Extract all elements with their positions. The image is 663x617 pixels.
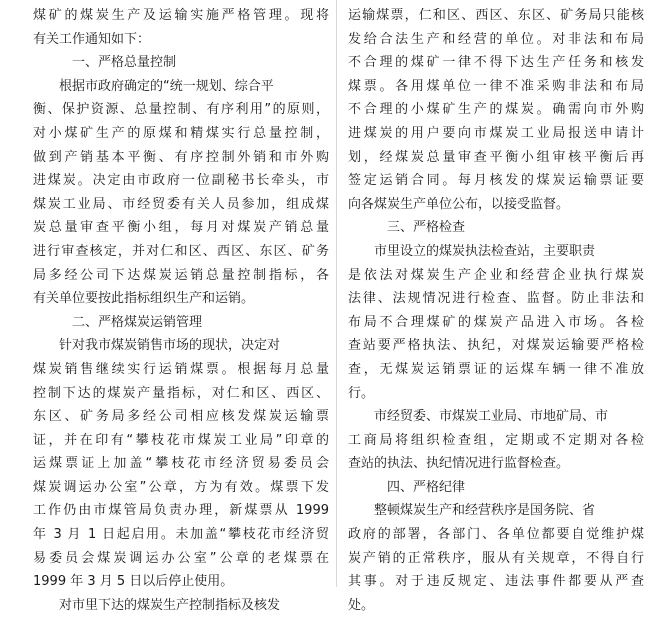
text-line: 运煤票证上加盖“攀枝花市经济贸易委员会 (33, 456, 329, 472)
text-line: 划，经煤炭总量审查平衡小组审核平衡后再 (348, 149, 644, 165)
text-line: 煤炭销售继续实行运销煤票。根据每月总量 (33, 361, 329, 377)
text-line: 进煤炭的用户要向市煤炭工业局报送申请计 (348, 125, 644, 141)
section-heading: 一、严格总量控制 (72, 55, 177, 71)
text-line: 对市里下达的煤炭生产控制指标及核发 (59, 597, 281, 613)
right-text-column (348, 4, 644, 617)
text-line: 签定运销合同。每月核发的煤炭运输票证要 (348, 173, 644, 189)
text-line: 局多经公司下达煤炭运销总量控制指标，各 (33, 267, 329, 283)
text-line: 证，并在印有“攀枝花市煤炭工业局”印章的 (33, 432, 329, 448)
text-line: 向各煤炭生产单位公布，以接受监督。 (348, 196, 570, 212)
text-line: 工商局将组织检查组，定期或不定期对各检 (348, 432, 644, 448)
text-line: 进煤炭。决定由市政府一位副秘书长牵头，市 (33, 173, 329, 189)
text-line: 布局不合理煤矿的煤炭产品进入市场。各检 (348, 314, 644, 330)
text-line: 煤票。各用煤单位一律不准采购非法和布局 (348, 78, 644, 94)
text-line: 炭总量审查平衡小组，每月对煤炭产销总量 (33, 220, 329, 236)
text-line: 工作仍由市煤管局负责办理，新煤票从 1999 (33, 503, 329, 519)
text-line: 市经贸委、市煤炭工业局、市地矿局、市 (374, 409, 609, 425)
text-line: 煤炭调运办公室”公章，方为有效。煤票下发 (33, 479, 329, 495)
left-text-column (33, 4, 329, 617)
section-heading: 二、严格煤炭运销管理 (72, 314, 203, 330)
text-line: 是依法对煤炭生产企业和经营企业执行煤炭 (348, 267, 644, 283)
text-line: 根据市政府确定的“统一规划、综合平 (59, 78, 274, 94)
text-line: 进行审查核定，并对仁和区、西区、东区、矿务 (33, 243, 329, 259)
text-line: 查站要严格执法、执纪，对煤炭运输要严格检 (348, 338, 644, 354)
text-line: 煤炭工业局、市经贸委有关人员参加，组成煤 (33, 196, 329, 212)
section-heading: 三、严格检查 (387, 220, 466, 236)
text-line: 运输煤票，仁和区、西区、东区、矿务局只能核 (348, 8, 644, 23)
text-line: 1999 年 3 月 5 日以后停止使用。 (33, 574, 234, 590)
text-line: 有关单位要按此指标组织生产和运销。 (33, 291, 255, 307)
column-divider (336, 0, 337, 587)
text-line: 对小煤矿生产的原煤和精煤实行总量控制， (33, 125, 329, 141)
text-line: 行。 (348, 385, 375, 401)
text-line: 查站的执法、执纪情况进行监督检查。 (348, 456, 570, 472)
text-line: 查，无煤炭运销票证的运煤车辆一律不准放 (348, 361, 644, 377)
text-line: 政府的部署，各部门、各单位都要自觉维护煤 (348, 527, 644, 543)
text-line: 针对我市煤炭销售市场的现状，决定对 (59, 338, 281, 354)
text-line: 煤矿的煤炭生产及运输实施严格管理。现将 (33, 8, 329, 23)
text-line: 易委员会煤炭调运办公室”公章的老煤票在 (33, 550, 329, 566)
text-line: 衡、保护资源、总量控制、有序利用”的原则， (33, 102, 329, 118)
text-line: 不合理的小煤矿生产的煤炭。确需向市外购 (348, 102, 644, 118)
text-line: 处。 (348, 597, 375, 613)
text-line: 炭产销的正常秩序，服从有关规章，不得自行 (348, 550, 644, 566)
text-line: 不合理的煤矿一律不得下达生产任务和核发 (348, 55, 644, 71)
text-line: 有关工作通知如下： (33, 31, 151, 47)
text-line: 控制下达的煤炭产量指标，对仁和区、西区、 (33, 385, 329, 401)
text-line: 市里设立的煤炭执法检查站，主要职责 (374, 243, 596, 259)
text-line: 其事。对于违反规定、违法事件都要从严查 (348, 574, 644, 590)
text-line: 年 3 月 1 日起启用。未加盖“攀枝花市经济贸 (33, 527, 329, 543)
text-line: 法律、法规情况进行检查、监督。防止非法和 (348, 291, 644, 307)
text-line: 东区、矿务局多经公司相应核发煤炭运输票 (33, 409, 329, 425)
section-heading: 四、严格纪律 (387, 479, 466, 495)
text-line: 做到产销基本平衡、有序控制外销和市外购 (33, 149, 329, 165)
text-line: 发给合法生产和经营的单位。对非法和布局 (348, 31, 644, 47)
text-line: 整顿煤炭生产和经营秩序是国务院、省 (374, 503, 596, 519)
